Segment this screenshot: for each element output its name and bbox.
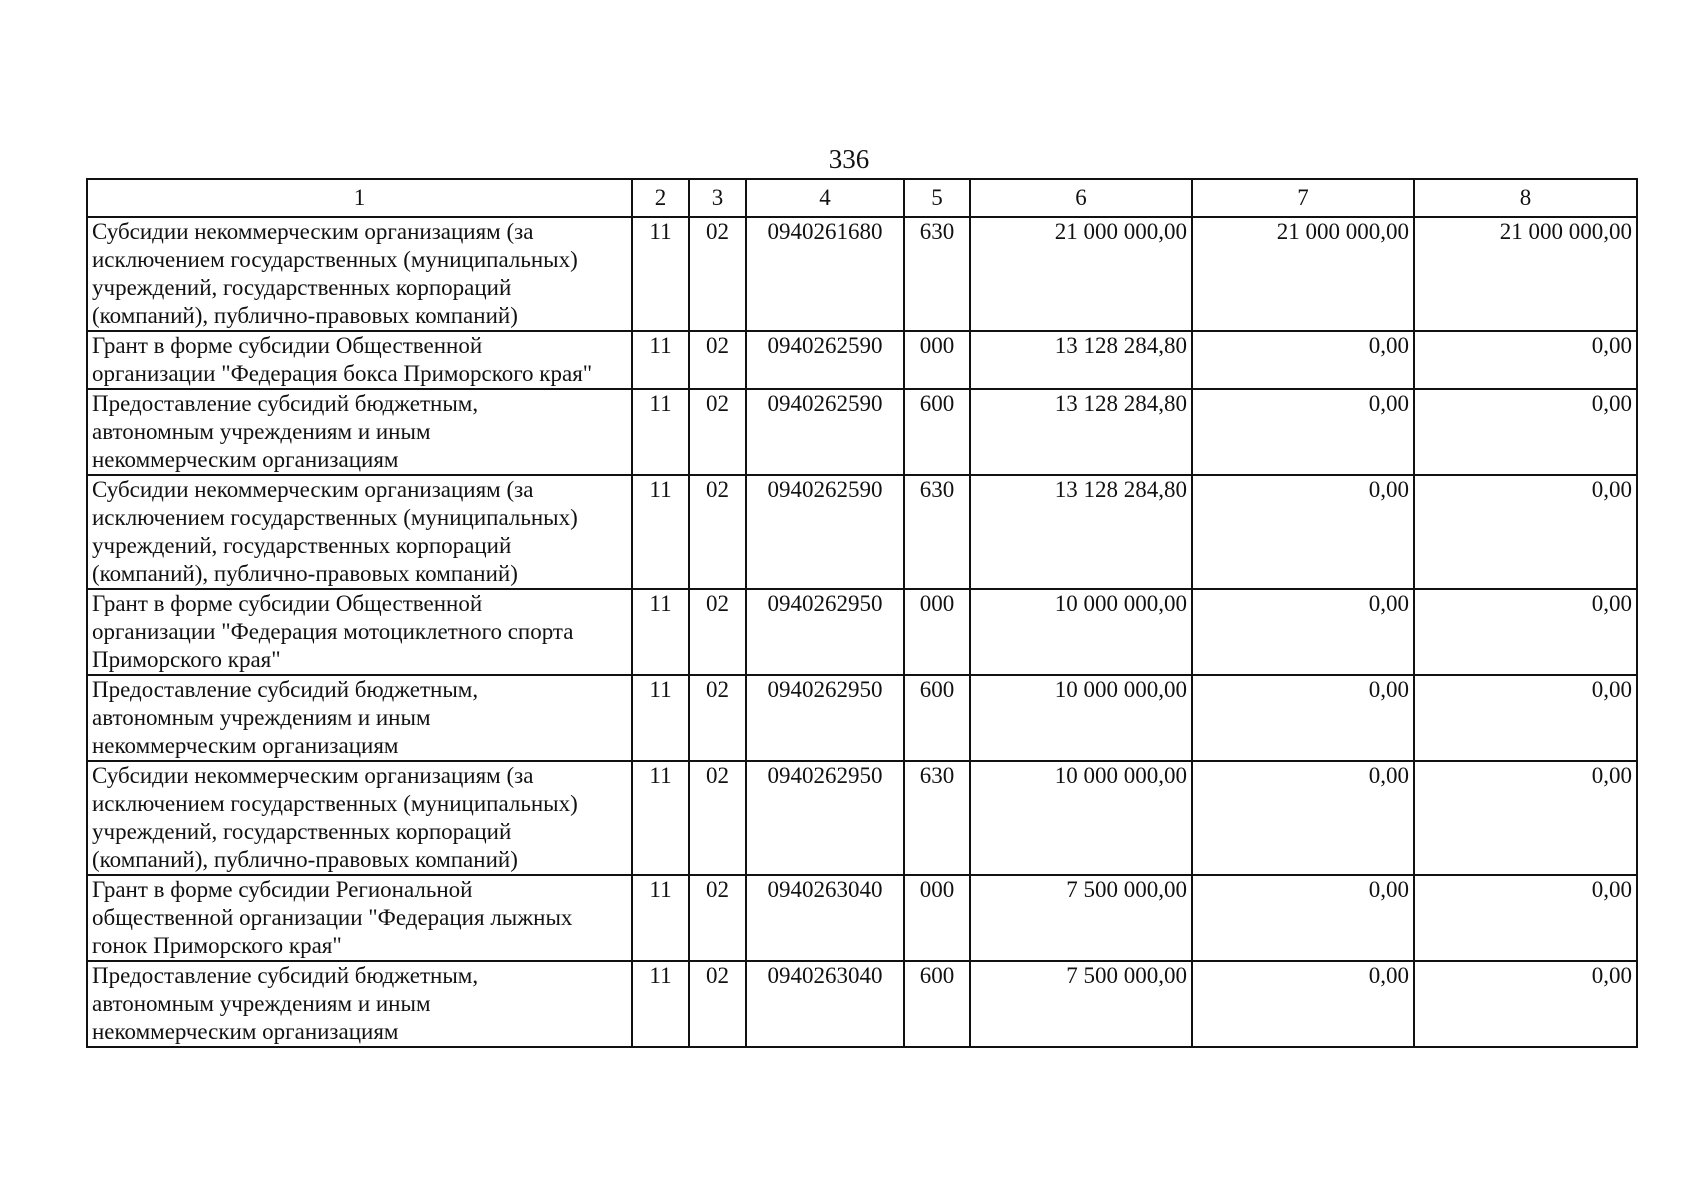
expense-type-code: 600 [904,961,970,1047]
subsection-code: 02 [689,961,746,1047]
item-name: Предоставление субсидий бюджетным, автономным учреждениям и иным некоммерческим организациям [87,961,632,1047]
table-row [87,331,1637,389]
amount-col-7: 0,00 [1192,331,1414,389]
amount-col-7: 0,00 [1192,475,1414,589]
subsection-code: 02 [689,675,746,761]
item-name: Грант в форме субсидии Общественной организации "Федерация бокса Приморского края" [87,331,632,389]
expense-type-code: 000 [904,875,970,961]
subsection-code: 02 [689,475,746,589]
item-name: Предоставление субсидий бюджетным, автономным учреждениям и иным некоммерческим организациям [87,675,632,761]
section-code: 11 [632,475,689,589]
item-name: Субсидии некоммерческим организациям (за исключением государственных (муниципальных) учреждений, государственных корпораций (компаний), публично-правовых компаний) [87,761,632,875]
amount-col-8: 0,00 [1414,961,1637,1047]
target-article-code: 0940263040 [746,961,904,1047]
item-name: Предоставление субсидий бюджетным, автономным учреждениям и иным некоммерческим организациям [87,389,632,475]
table-row [87,761,1637,875]
amount-col-7: 0,00 [1192,675,1414,761]
amount-col-7: 0,00 [1192,961,1414,1047]
amount-col-6: 10 000 000,00 [970,761,1192,875]
table-row [87,389,1637,475]
subsection-code: 02 [689,761,746,875]
table-row [87,675,1637,761]
table-row [87,589,1637,675]
column-header: 2 [632,179,689,217]
amount-col-8: 0,00 [1414,761,1637,875]
table-row [87,961,1637,1047]
amount-col-7: 0,00 [1192,589,1414,675]
expense-type-code: 000 [904,589,970,675]
subsection-code: 02 [689,875,746,961]
subsection-code: 02 [689,589,746,675]
target-article-code: 0940262590 [746,475,904,589]
item-name: Субсидии некоммерческим организациям (за исключением государственных (муниципальных) учреждений, государственных корпораций (компаний), публично-правовых компаний) [87,217,632,331]
amount-col-6: 13 128 284,80 [970,389,1192,475]
amount-col-6: 7 500 000,00 [970,875,1192,961]
target-article-code: 0940262950 [746,675,904,761]
page-number: 336 [828,144,870,174]
expense-type-code: 600 [904,675,970,761]
column-header: 7 [1192,179,1414,217]
amount-col-7: 0,00 [1192,761,1414,875]
column-header: 3 [689,179,746,217]
column-header: 5 [904,179,970,217]
subsection-code: 02 [689,331,746,389]
section-code: 11 [632,217,689,331]
amount-col-7: 0,00 [1192,389,1414,475]
section-code: 11 [632,331,689,389]
column-header: 6 [970,179,1192,217]
amount-col-8: 0,00 [1414,475,1637,589]
section-code: 11 [632,761,689,875]
item-name: Грант в форме субсидии Общественной организации "Федерация мотоциклетного спорта Приморского края" [87,589,632,675]
section-code: 11 [632,875,689,961]
section-code: 11 [632,961,689,1047]
amount-col-6: 13 128 284,80 [970,331,1192,389]
amount-col-8: 0,00 [1414,589,1637,675]
section-code: 11 [632,675,689,761]
target-article-code: 0940262950 [746,761,904,875]
item-name: Субсидии некоммерческим организациям (за исключением государственных (муниципальных) учреждений, государственных корпораций (компаний), публично-правовых компаний) [87,475,632,589]
target-article-code: 0940263040 [746,875,904,961]
column-header: 8 [1414,179,1637,217]
column-header: 4 [746,179,904,217]
amount-col-8: 0,00 [1414,331,1637,389]
amount-col-6: 10 000 000,00 [970,675,1192,761]
table-row [87,217,1637,331]
amount-col-8: 0,00 [1414,875,1637,961]
amount-col-8: 0,00 [1414,389,1637,475]
header-row [87,179,1637,217]
subsection-code: 02 [689,217,746,331]
expense-type-code: 600 [904,389,970,475]
expense-type-code: 630 [904,217,970,331]
table-row [87,875,1637,961]
amount-col-8: 0,00 [1414,675,1637,761]
target-article-code: 0940262590 [746,389,904,475]
section-code: 11 [632,389,689,475]
amount-col-6: 13 128 284,80 [970,475,1192,589]
amount-col-6: 21 000 000,00 [970,217,1192,331]
amount-col-6: 10 000 000,00 [970,589,1192,675]
expense-type-code: 630 [904,761,970,875]
column-header: 1 [87,179,632,217]
target-article-code: 0940262590 [746,331,904,389]
amount-col-7: 21 000 000,00 [1192,217,1414,331]
expense-type-code: 630 [904,475,970,589]
section-code: 11 [632,589,689,675]
item-name: Грант в форме субсидии Региональной общественной организации "Федерация лыжных гонок Приморского края" [87,875,632,961]
amount-col-7: 0,00 [1192,875,1414,961]
expense-type-code: 000 [904,331,970,389]
amount-col-6: 7 500 000,00 [970,961,1192,1047]
table-row [87,475,1637,589]
budget-table [86,178,1638,1048]
target-article-code: 0940261680 [746,217,904,331]
amount-col-8: 21 000 000,00 [1414,217,1637,331]
target-article-code: 0940262950 [746,589,904,675]
subsection-code: 02 [689,389,746,475]
